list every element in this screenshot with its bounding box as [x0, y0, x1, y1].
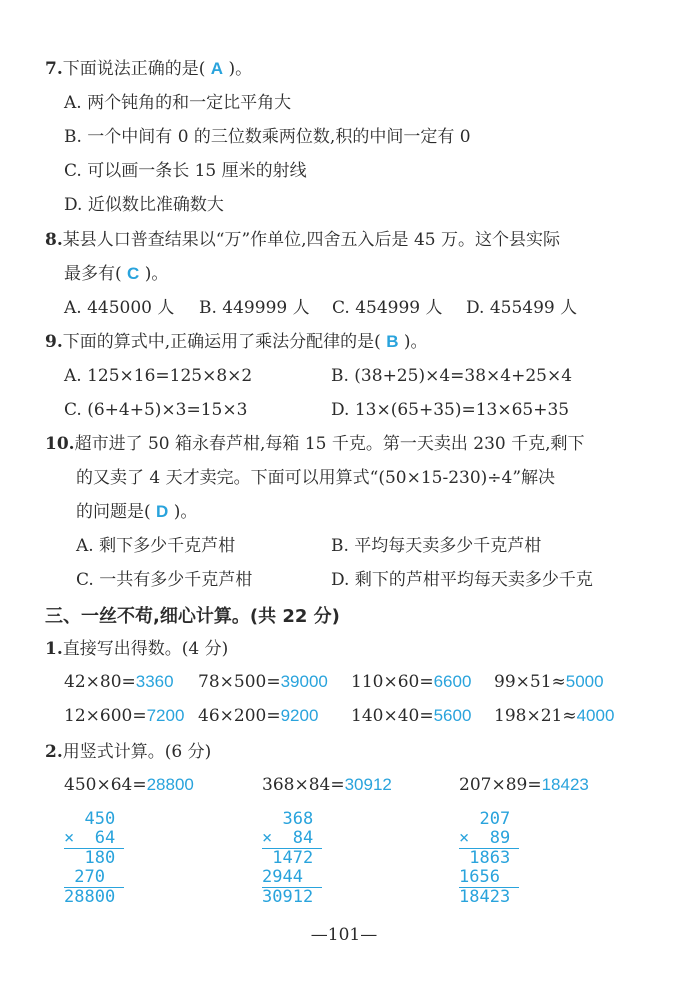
calc-expr: 42×80=: [64, 672, 136, 692]
vertical-calc-1: [64, 810, 124, 907]
q7-option-b: B. 一个中间有 0 的三位数乘两位数,积的中间一定有 0: [64, 127, 471, 147]
s2-text: 用竖式计算。(6 分): [62, 742, 212, 762]
oral-calc-6: [198, 706, 318, 726]
q8-option-c: C. 454999 人: [332, 298, 443, 318]
vert-row: 1863: [459, 848, 519, 868]
calc-expr: 368×84=: [262, 775, 345, 795]
q10-number: 10.: [45, 434, 75, 454]
q9-stem: [45, 331, 428, 353]
q10-option-b: B. 平均每天卖多少千克芦柑: [331, 536, 542, 556]
q8-text2: 最多有(: [64, 264, 122, 284]
q7-option-d: D. 近似数比准确数大: [64, 195, 224, 215]
oral-calc-3: [351, 672, 471, 692]
q8-text: 某县人口普查结果以“万”作单位,四舍五入后是 45 万。这个县实际: [62, 230, 560, 250]
q10-stem-line1: [45, 433, 585, 455]
vert-row: 1656: [459, 867, 500, 887]
calc-expr: 140×40=: [351, 706, 434, 726]
q9-option-a: A. 125×16=125×8×2: [64, 366, 253, 386]
oral-calc-4: [494, 672, 604, 692]
q7-stem: [45, 58, 252, 80]
vert-row: 1472: [262, 848, 322, 868]
vert-row: 28800: [64, 887, 124, 907]
q10-text1: 超市进了 50 箱永春芦柑,每箱 15 千克。第一天卖出 230 千克,剩下: [74, 434, 585, 454]
vert-row: 450: [64, 809, 116, 829]
q9-answer: B: [386, 332, 399, 351]
calc-expr: 99×51≈: [494, 672, 566, 692]
s1-title: [45, 638, 228, 660]
q9-text: 下面的算式中,正确运用了乘法分配律的是(: [62, 332, 381, 352]
q9-option-b: B. (38+25)×4=38×4+25×4: [331, 366, 573, 386]
s2-number: 2.: [45, 742, 63, 762]
q7-text-end: )。: [228, 59, 253, 79]
q8-number: 8.: [45, 230, 63, 250]
q7-text: 下面说法正确的是(: [62, 59, 206, 79]
q9-text-end: )。: [403, 332, 428, 352]
vertical-calc-1-header: [64, 775, 194, 795]
calc-expr: 78×500=: [198, 672, 281, 692]
q10-stem-line2: 的又卖了 4 天才卖完。下面可以用算式“(50×15-230)÷4”解决: [76, 468, 556, 488]
q7-option-a: A. 两个钝角的和一定比平角大: [64, 93, 292, 113]
calc-expr: 207×89=: [459, 775, 542, 795]
calc-result: 39000: [280, 672, 328, 691]
s1-text: 直接写出得数。(4 分): [62, 639, 229, 659]
q7-option-c: C. 可以画一条长 15 厘米的射线: [64, 161, 307, 181]
q10-option-c: C. 一共有多少千克芦柑: [76, 570, 253, 590]
vert-row: 270: [64, 867, 105, 887]
oral-calc-7: [351, 706, 471, 726]
q8-option-a: A. 445000 人: [64, 298, 175, 318]
calc-result: 5000: [565, 672, 604, 691]
vert-row: 18423: [459, 887, 519, 907]
calc-expr: 110×60=: [351, 672, 434, 692]
q10-answer: D: [156, 502, 169, 521]
calc-result: 30912: [344, 775, 392, 794]
calc-result: 9200: [280, 706, 319, 725]
calc-result: 6600: [433, 672, 472, 691]
vert-row: 207: [459, 809, 511, 829]
calc-result: 28800: [146, 775, 194, 794]
calc-result: 7200: [146, 706, 185, 725]
q8-answer: C: [127, 264, 140, 283]
q7-answer: A: [210, 59, 224, 78]
vert-row: 180: [64, 848, 124, 868]
q8-stem-line2: [64, 263, 168, 285]
calc-result: 5600: [433, 706, 472, 725]
vert-row: 368: [262, 809, 314, 829]
q10-option-a: A. 剩下多少千克芦柑: [76, 536, 236, 556]
s1-number: 1.: [45, 639, 63, 659]
page-number: —101—: [310, 925, 378, 945]
vertical-calc-2-header: [262, 775, 392, 795]
calc-expr: 12×600=: [64, 706, 147, 726]
vertical-calc-3: [459, 810, 519, 907]
q8-text-end: )。: [144, 264, 169, 284]
q10-text-end: )。: [173, 502, 198, 522]
q9-option-d: D. 13×(65+35)=13×65+35: [331, 400, 570, 420]
vert-row: × 89: [459, 828, 511, 848]
oral-calc-2: [198, 672, 328, 692]
oral-calc-1: [64, 672, 174, 692]
q8-option-d: D. 455499 人: [466, 298, 578, 318]
s2-title: [45, 741, 211, 763]
vert-row: 2944: [262, 867, 303, 887]
q8-stem-line1: [45, 229, 560, 251]
vertical-calc-3-header: [459, 775, 589, 795]
q10-text3: 的问题是(: [76, 502, 151, 522]
oral-calc-5: [64, 706, 184, 726]
section-title: 三、一丝不苟,细心计算。(共 22 分): [45, 606, 340, 627]
vert-row: × 84: [262, 828, 314, 848]
calc-result: 18423: [541, 775, 589, 794]
q9-option-c: C. (6+4+5)×3=15×3: [64, 400, 248, 420]
calc-expr: 198×21≈: [494, 706, 577, 726]
calc-expr: 46×200=: [198, 706, 281, 726]
calc-result: 3360: [135, 672, 174, 691]
q8-option-b: B. 449999 人: [199, 298, 310, 318]
vert-row: 30912: [262, 887, 322, 907]
calc-result: 4000: [576, 706, 615, 725]
q10-stem-line3: [76, 501, 197, 523]
oral-calc-8: [494, 706, 614, 726]
vertical-calc-2: [262, 810, 322, 907]
calc-expr: 450×64=: [64, 775, 147, 795]
vert-row: × 64: [64, 828, 116, 848]
q9-number: 9.: [45, 332, 63, 352]
q10-option-d: D. 剩下的芦柑平均每天卖多少千克: [331, 570, 593, 590]
q7-number: 7.: [45, 59, 63, 79]
